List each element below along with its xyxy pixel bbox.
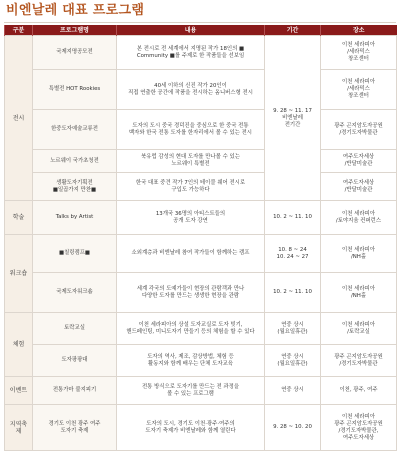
header-program: 프로그램명: [33, 25, 117, 36]
place-cell: 이천 세라피아 /토야지움 컨퍼런스: [321, 201, 397, 235]
program-name: ■칠링캠프■: [33, 235, 117, 273]
table-row: [5, 70, 397, 110]
header-period: 기간: [265, 25, 321, 36]
period-cell: 연중 상시 (월요일휴관): [265, 345, 321, 377]
period-cell: 10. 2 ~ 11. 10: [265, 201, 321, 235]
table-row: [5, 173, 397, 201]
program-name: 노르웨이 국가초청전: [33, 150, 117, 173]
place-cell: 이천 세라피아 /세라믹스 창조센터: [321, 70, 397, 110]
table-row: [5, 36, 397, 70]
program-name: Talks by Artist: [33, 201, 117, 235]
program-name: 한중도자예술교류전: [33, 110, 117, 150]
program-name: 전통가마 불지피기: [33, 377, 117, 405]
content-cell: 북유럽 감성의 현대 도자를 만나볼 수 있는 노르웨이 특별전: [117, 150, 265, 173]
category-cell: 이벤트: [5, 377, 33, 405]
header-category: 구분: [5, 25, 33, 36]
category-cell: 학술: [5, 201, 33, 235]
table-row: [5, 201, 397, 235]
content-cell: 40세 이하의 신진 작가 20인이 직접 연출한 공간에 작품을 전시하는 옴니버스형 전시: [117, 70, 265, 110]
program-name: 경기도 이천 광주 여주 도자기 축제: [33, 405, 117, 451]
place-cell: 여주도자세상 /반달미술관: [321, 173, 397, 201]
table-row: [5, 313, 397, 345]
content-cell: 도자의 도시, 경기도 이천·광주·여주의 도자기 축제가 비엔날레와 함께 열린다: [117, 405, 265, 451]
place-cell: 이천, 광주, 여주: [321, 377, 397, 405]
program-name: 특별전 HOT Rookies: [33, 70, 117, 110]
table-row: [5, 150, 397, 173]
place-cell: 광주 곤지암도자공원 /경기도자박물관: [321, 110, 397, 150]
title-divider: [4, 22, 396, 23]
table-row: [5, 405, 397, 451]
place-cell: 이천 세라피아 /세라믹스 창조센터: [321, 36, 397, 70]
table-row: [5, 235, 397, 273]
content-cell: 세계 각국의 도예가들이 현장의 관람객과 만나 다양한 도자를 만드는 생생한 현장을 관람: [117, 273, 265, 313]
place-cell: 여주도자세상 /반달미술관: [321, 150, 397, 173]
period-cell: 연중 상시: [265, 377, 321, 405]
period-cell: 10. 2 ~ 11. 10: [265, 273, 321, 313]
content-cell: 전통 방식으로 도자기를 만드는 전 과정을 볼 수 있는 프로그램: [117, 377, 265, 405]
place-cell: 이천 세라피아 광주 곤지암도자공원 /경기도자박물관, 여주도자세상: [321, 405, 397, 451]
table-row: [5, 345, 397, 377]
table-header-row: [5, 25, 397, 36]
content-cell: 13개국 36명의 아티스트들의 공개 도자 강연: [117, 201, 265, 235]
category-cell: 전시: [5, 36, 33, 201]
content-cell: 소외계층과 비엔날레 참여 작가들이 함께하는 캠프: [117, 235, 265, 273]
period-cell: 9. 28 ~ 10. 20: [265, 405, 321, 451]
program-name: 국제도자워크숍: [33, 273, 117, 313]
table-row: [5, 377, 397, 405]
category-cell: 체험: [5, 313, 33, 377]
header-content: 내용: [117, 25, 265, 36]
table-row: [5, 110, 397, 150]
place-cell: 이천 세라피아 /NH홀: [321, 235, 397, 273]
program-table: [4, 25, 397, 451]
period-cell: 10. 8 ~ 24 10. 24 ~ 27: [265, 235, 321, 273]
table-row: [5, 273, 397, 313]
program-name: 생활도자기획전 ■일곱가지 만찬■: [33, 173, 117, 201]
category-cell: 지역축제: [5, 405, 33, 451]
page-title: 비엔날레 대표 프로그램: [6, 3, 145, 18]
period-cell: 9. 28 ~ 11. 17 비엔날레 전기간: [265, 36, 321, 201]
program-name: 국제지명공모전: [33, 36, 117, 70]
content-cell: 도자의 도시 중국 경덕진을 중심으로 한 중국 전통 백자와 한국 전통 도자를 한자리에서 볼 수 있는 전시: [117, 110, 265, 150]
header-place: 장소: [321, 25, 397, 36]
category-cell: 워크숍: [5, 235, 33, 313]
place-cell: 광주 곤지암도자공원 /경기도자박물관: [321, 345, 397, 377]
program-name: 토락교실: [33, 313, 117, 345]
content-cell: 한국 대표 중견 작가 7인의 테이블 웨어 전시로 구입도 가능하다: [117, 173, 265, 201]
program-name: 도자팡팡대: [33, 345, 117, 377]
place-cell: 이천 세라피아 /NH홀: [321, 273, 397, 313]
place-cell: 이천 세라피아 /토락교실: [321, 313, 397, 345]
content-cell: 도자의 역사, 제조, 감상방법, 체험 등 활동지와 함께 배우는 단체 도자교육: [117, 345, 265, 377]
content-cell: 이천 세라피아의 상설 도자교실로 도자 빚기, 핸드페인팅, 미니도자기 만들기 등의 체험을 할 수 있다: [117, 313, 265, 345]
period-cell: 연중 상시 (월요일휴관): [265, 313, 321, 345]
content-cell: 본 전시로 전 세계에서 지명된 작가 18인의 ■ Community ■를 주제로 한 작품들을 선보임: [117, 36, 265, 70]
